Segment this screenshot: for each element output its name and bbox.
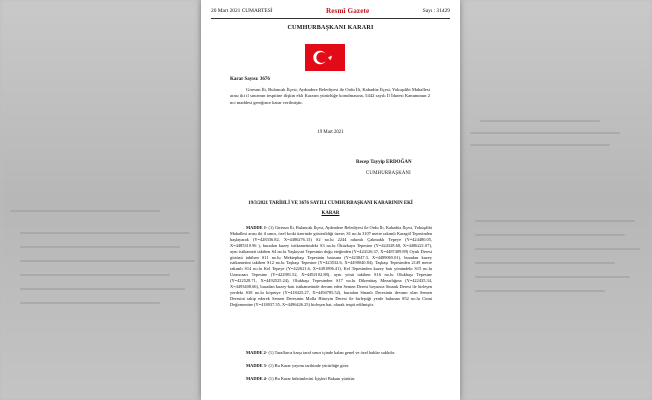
article-2 xyxy=(230,350,432,356)
article-1-text: (1) Giresun İli, Bulancak İlçesi, Aydındere Belediyesi ile Ordu İli, Kabadüz İlçesi, Yokuşdibi Mahallesi arası iki il sınırı, özel kroki üzerinde gösterildiği üzere; S1 no.lu 3107 metre rakımlı Karagöl Tepesinden başlayarak (Y=428336.82, X=4486276.13) S2 no.lu 2244 rakımlı Çakmaklı Tepeye (Y=424480.05, X=4485310.96 ), buradan kuzey istikametindeki S3 no.lu Öküzkaya Tepesine (Y=424328.68, X=4486221.07), aynı istikameti takiben S4 no.lu Yaşkıyurt Tepesinin doğu eteğinden (Y=424126.37, X=4487409.89) Oyuk Deresi gözüzü takiben S11 no.lu Mektepbaşı Tepesinin batısına (Y=423847.3, X=4489065.01), buradan kuzey istikametini takiben S12 no.lu Taşbaşı Tepesine (Y=423532.6, X=4490040.84), Taşbaşı Tepesinden 2149 metre rakımlı S14 no.lu Kel Tepeye (Y=422621.6, X=4491896.41), Kel Tepesinden kuzey batı yönündeki S15 no.lu Uzuncaarı Tepesine (Y=422981.52, X=4492102.88), aynı yönü takiben S16 no.lu Olukbaşı Tepesine (Y=422528.71, X=4492525.24), Olukbaşı Tepesinden S17 no.lu Dikenütaş Mezarlığına (Y=422435.34, X=4493408.66), buradan kuzey-batı istikametinde devam eden Semen Deresi boyunca Sinanlı Deresi ile birleşen yerdeki S38 no.lu köprüye (Y=418425.27, X=4494785.52), buradan Sinanlı Deresinin devamı olan Semen Deresini takip ederek Semen Deresinin Molla Hüseyin Deresi ile birleştiği yerde bulunan S52 no.lu Cinni Değirmenine (Y=418037.35, X=4496426.25) birleşen hat, olarak tespit edilmiştir. xyxy=(230,225,432,307)
annex-title: 19/3/2021 TARİHLİ VE 3676 SAYILI CUMHURBAŞKANI KARARININ EKİ xyxy=(248,201,413,206)
article-2-text: (1) Taraflarca karşı taraf sınırı içinde kalan genel ve özel haklar saklıdır. xyxy=(267,350,396,355)
decision-date: 19 Mart 2021 xyxy=(317,130,344,135)
article-4-label: MADDE 4- xyxy=(246,376,268,381)
article-3-label: MADDE 3- xyxy=(246,363,268,368)
article-1 xyxy=(230,225,432,308)
article-2-label: MADDE 2- xyxy=(246,350,268,355)
article-4-text: (1) Bu Karar hükümlerini İçişleri Bakanı yürütür. xyxy=(267,376,356,381)
blurred-background-left xyxy=(0,0,200,400)
signer-name: Recep Tayyip ERDOĞAN xyxy=(356,160,412,165)
gazette-name: Resmî Gazete xyxy=(325,7,370,15)
blurred-background-right xyxy=(452,0,652,400)
gazette-page xyxy=(201,0,460,400)
article-1-label: MADDE 1- xyxy=(246,225,268,230)
page-header xyxy=(211,4,450,19)
decision-intro: Giresun İli, Bulancak İlçesi, Aydındere Belediyesi ile Ordu İli, Kabadüz İlçesi, Yokuşdibi Mahallesi arası iki il sınırının tespitine ilişkin ekli Kararın yürürlüğe konulmasına, 5442 sayılı İl İdaresi Kanununun 2 nci maddesi gereğince karar verilmiştir. xyxy=(230,87,430,105)
karar-heading: KARAR xyxy=(321,211,340,216)
decision-number: Karar Sayısı: 3676 xyxy=(230,77,270,82)
decision-title: CUMHURBAŞKANI KARARI xyxy=(287,25,374,31)
article-3-text: (1) Bu Karar yayımı tarihinde yürürlüğe girer. xyxy=(267,363,350,368)
header-date: 20 Mart 2021 CUMARTESİ xyxy=(211,8,273,14)
signer-title: CUMHURBAŞKANI xyxy=(366,171,411,176)
turkish-flag-icon xyxy=(305,44,345,71)
article-3 xyxy=(230,363,432,369)
issue-number: Sayı : 31429 xyxy=(422,8,450,14)
article-4 xyxy=(230,376,432,382)
